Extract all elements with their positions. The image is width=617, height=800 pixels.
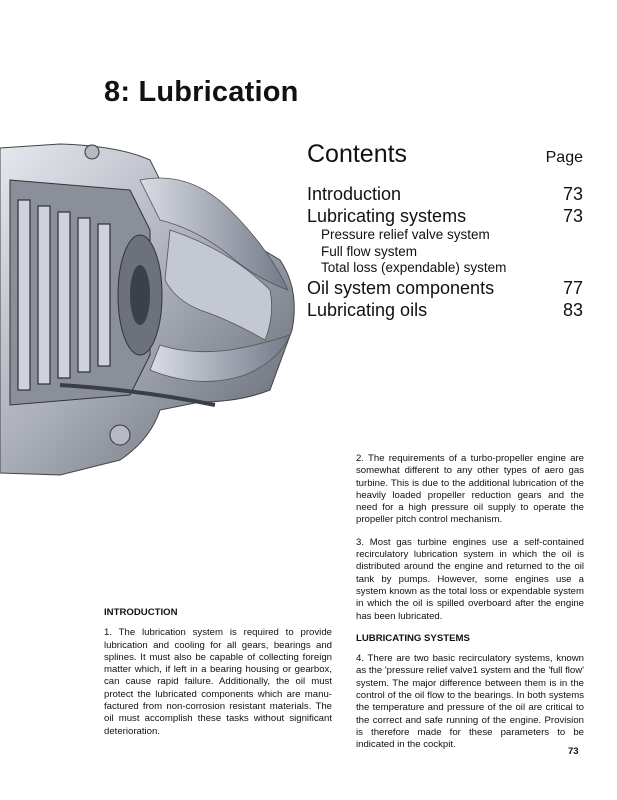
paragraph-4: 4. There are two basic recirculatory systems, known as the 'pressure relief valve1 system and the 'full flow' system. The major difference between them is in the control of the oil flow to the bearings. In both systems the temperature and pressure of the oil are critical to the correct and safe running of the engine. Provision is therefore made for these parameters to be indicated in the cockpit. — [356, 653, 584, 751]
section-heading-introduction: INTRODUCTION — [104, 607, 178, 618]
right-column — [356, 453, 584, 762]
page-number: 73 — [568, 746, 579, 757]
toc-entry — [307, 277, 583, 299]
contents-heading: Contents — [307, 140, 408, 168]
toc-entry — [307, 183, 583, 205]
paragraph-3: 3. Most gas turbine engines use a self-contained recirculatory lubrication system in which the oil is distributed around the engine and returned to the oil tank by pumps. However, some engines use a system known as the total loss or expendable system in which the oil is spilled overboard after the engine has been lubricated. — [356, 536, 584, 622]
contents-box — [307, 140, 583, 321]
toc-entry — [307, 299, 583, 321]
toc-entry-title: Lubricating systems — [307, 206, 467, 226]
toc-entry-page: 73 — [562, 206, 583, 226]
chapter-title: 8: Lubrication — [104, 76, 299, 108]
toc-subentry: Pressure relief valve system — [321, 227, 490, 242]
toc-entry-page: 73 — [562, 184, 583, 204]
toc-subentry: Full flow system — [321, 243, 418, 259]
toc-entry — [307, 205, 583, 227]
paragraph-2: 2. The requirements of a turbo-propeller engine are somewhat different to any other types of aero gas turbine. This is due to the additional lubrication of the heavily loaded propeller reduction gears and the need for a high pressure oil supply to operate the propeller pitch control mechanism. — [356, 453, 584, 526]
section-heading-lubricating-systems: LUBRICATING SYSTEMS — [356, 632, 470, 644]
toc-entry-title: Introduction — [307, 184, 402, 204]
toc-entry-title: Lubricating oils — [307, 299, 428, 320]
left-column — [104, 607, 332, 748]
page-column-label: Page — [545, 149, 583, 166]
toc-entry-title: Oil system components — [307, 277, 495, 298]
paragraph-1: 1. The lubrication system is required to provide lubrication and cooling for all gears, bearings and splines. It must also be capable of collecting foreign matter which, if left in a bearing housing or gearbox, can cause rapid failure. Additionally, the oil must protect the lubricated components which are manu-factured from non-corrosion resistant materials. The oil must accomplish these tasks without significant deterioration. — [104, 627, 332, 737]
toc-subentry: Total loss (expendable) system — [321, 260, 507, 275]
turbine-engine-cutaway-icon — [0, 140, 300, 485]
toc-entry-page: 77 — [562, 277, 583, 298]
toc-entry-page: 83 — [562, 299, 583, 320]
